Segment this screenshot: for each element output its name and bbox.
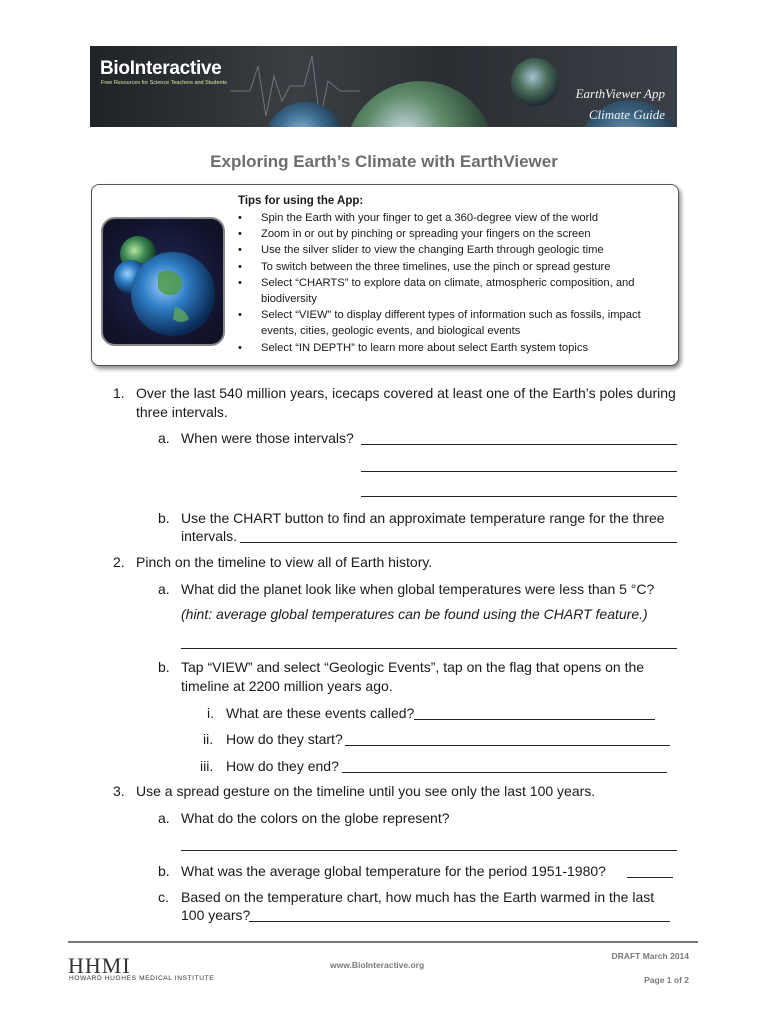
q2b-text-line2: timeline at 2200 million years ago. [181, 678, 393, 694]
q2b-label: b. [158, 659, 170, 675]
q1b-text-line1: Use the CHART button to find an approximate temperature range for the three [181, 510, 665, 526]
q1-number: 1. [113, 385, 125, 401]
q3b-answer-line[interactable] [627, 877, 673, 878]
q1b-text-line2: intervals. [181, 528, 238, 544]
tips-list [238, 210, 668, 356]
tip-item: • Select “CHARTS” to explore data on climate, atmospheric composition, and biodiversity [238, 275, 668, 307]
q3a-text: What do the colors on the globe represent? [181, 810, 450, 826]
app-title-line1: EarthViewer App [575, 86, 665, 101]
q2bi-label: i. [207, 705, 214, 721]
q3c-text-line2: 100 years? [181, 907, 251, 923]
q2biii-label: iii. [200, 758, 214, 774]
app-guide-title [576, 83, 665, 125]
hhmi-name: HOWARD HUGHES MEDICAL INSTITUTE [69, 975, 215, 982]
q2biii-text: How do they end? [226, 758, 339, 774]
tip-item: • To switch between the three timelines, use the pinch or spread gesture [238, 259, 668, 275]
brand-tagline: Free Resources for Science Teachers and Students [101, 80, 227, 86]
q1a-answer-line-3[interactable] [361, 496, 677, 497]
q1a-text: When were those intervals? [181, 430, 354, 446]
globe-icon [103, 219, 223, 344]
q1-text-line1: Over the last 540 million years, icecaps covered at least one of the Earth’s poles during [136, 385, 676, 401]
q2bii-label: ii. [203, 731, 214, 747]
q2a-label: a. [158, 581, 170, 597]
tip-item: • Zoom in or out by pinching or spreading your fingers on the screen [238, 226, 668, 242]
hhmi-logo: HHMI [68, 953, 131, 978]
q2biii-answer-line[interactable] [342, 772, 667, 773]
q2b-text-line1: Tap “VIEW” and select “Geologic Events”, tap on the flag that opens on the [181, 659, 645, 675]
q1a-label: a. [158, 430, 170, 446]
tip-item: • Spin the Earth with your finger to get a 360-degree view of the world [238, 210, 668, 226]
footer-website: www.BioInteractive.org [330, 960, 425, 970]
tip-item: • Use the silver slider to view the changing Earth through geologic time [238, 242, 668, 258]
q2bii-answer-line[interactable] [345, 745, 670, 746]
q2bi-text: What are these events called? [226, 705, 415, 721]
header-banner [90, 46, 677, 127]
biointeractive-logo: BioInteractive [100, 58, 222, 79]
q2bii-text: How do they start? [226, 731, 343, 747]
tips-panel [91, 184, 679, 366]
page-title: Exploring Earth’s Climate with EarthViewer [210, 152, 558, 171]
q3a-answer-line[interactable] [181, 850, 677, 851]
tips-heading: Tips for using the App: [238, 195, 364, 207]
q2-number: 2. [113, 554, 125, 570]
q3c-text-line1: Based on the temperature chart, how much has the Earth warmed in the last [181, 889, 655, 905]
q3c-answer-line[interactable] [249, 921, 670, 922]
footer-page-number: Page 1 of 2 [644, 975, 689, 985]
q1a-answer-line-1[interactable] [361, 444, 677, 445]
footer-draft-date: DRAFT March 2014 [611, 951, 689, 961]
footer-divider [68, 941, 698, 943]
earthviewer-app-icon [101, 217, 225, 346]
q1a-answer-line-2[interactable] [361, 471, 677, 472]
tip-item: • Select “IN DEPTH” to learn more about select Earth system topics [238, 340, 668, 356]
tip-item: • Select “VIEW” to display different types of information such as fossils, impact events, cities, geologic events, and biological events [238, 307, 668, 339]
q3-number: 3. [113, 783, 125, 799]
q3c-label: c. [158, 889, 169, 905]
q2bi-answer-line[interactable] [414, 719, 655, 720]
app-title-line2: Climate Guide [588, 107, 665, 122]
q1-text-line2: three intervals. [136, 404, 228, 420]
q2a-hint: (hint: average global temperatures can be found using the CHART feature.) [181, 606, 648, 622]
q3a-label: a. [158, 810, 170, 826]
q3b-text: What was the average global temperature for the period 1951-1980? [181, 863, 606, 879]
q1b-answer-line[interactable] [240, 542, 677, 543]
q2-text: Pinch on the timeline to view all of Earth history. [136, 554, 433, 570]
q2a-answer-line[interactable] [181, 648, 677, 649]
q3-text: Use a spread gesture on the timeline until you see only the last 100 years. [136, 783, 596, 799]
q3b-label: b. [158, 863, 170, 879]
q1b-label: b. [158, 510, 170, 526]
q2a-text: What did the planet look like when global temperatures were less than 5 °C? [181, 581, 655, 597]
